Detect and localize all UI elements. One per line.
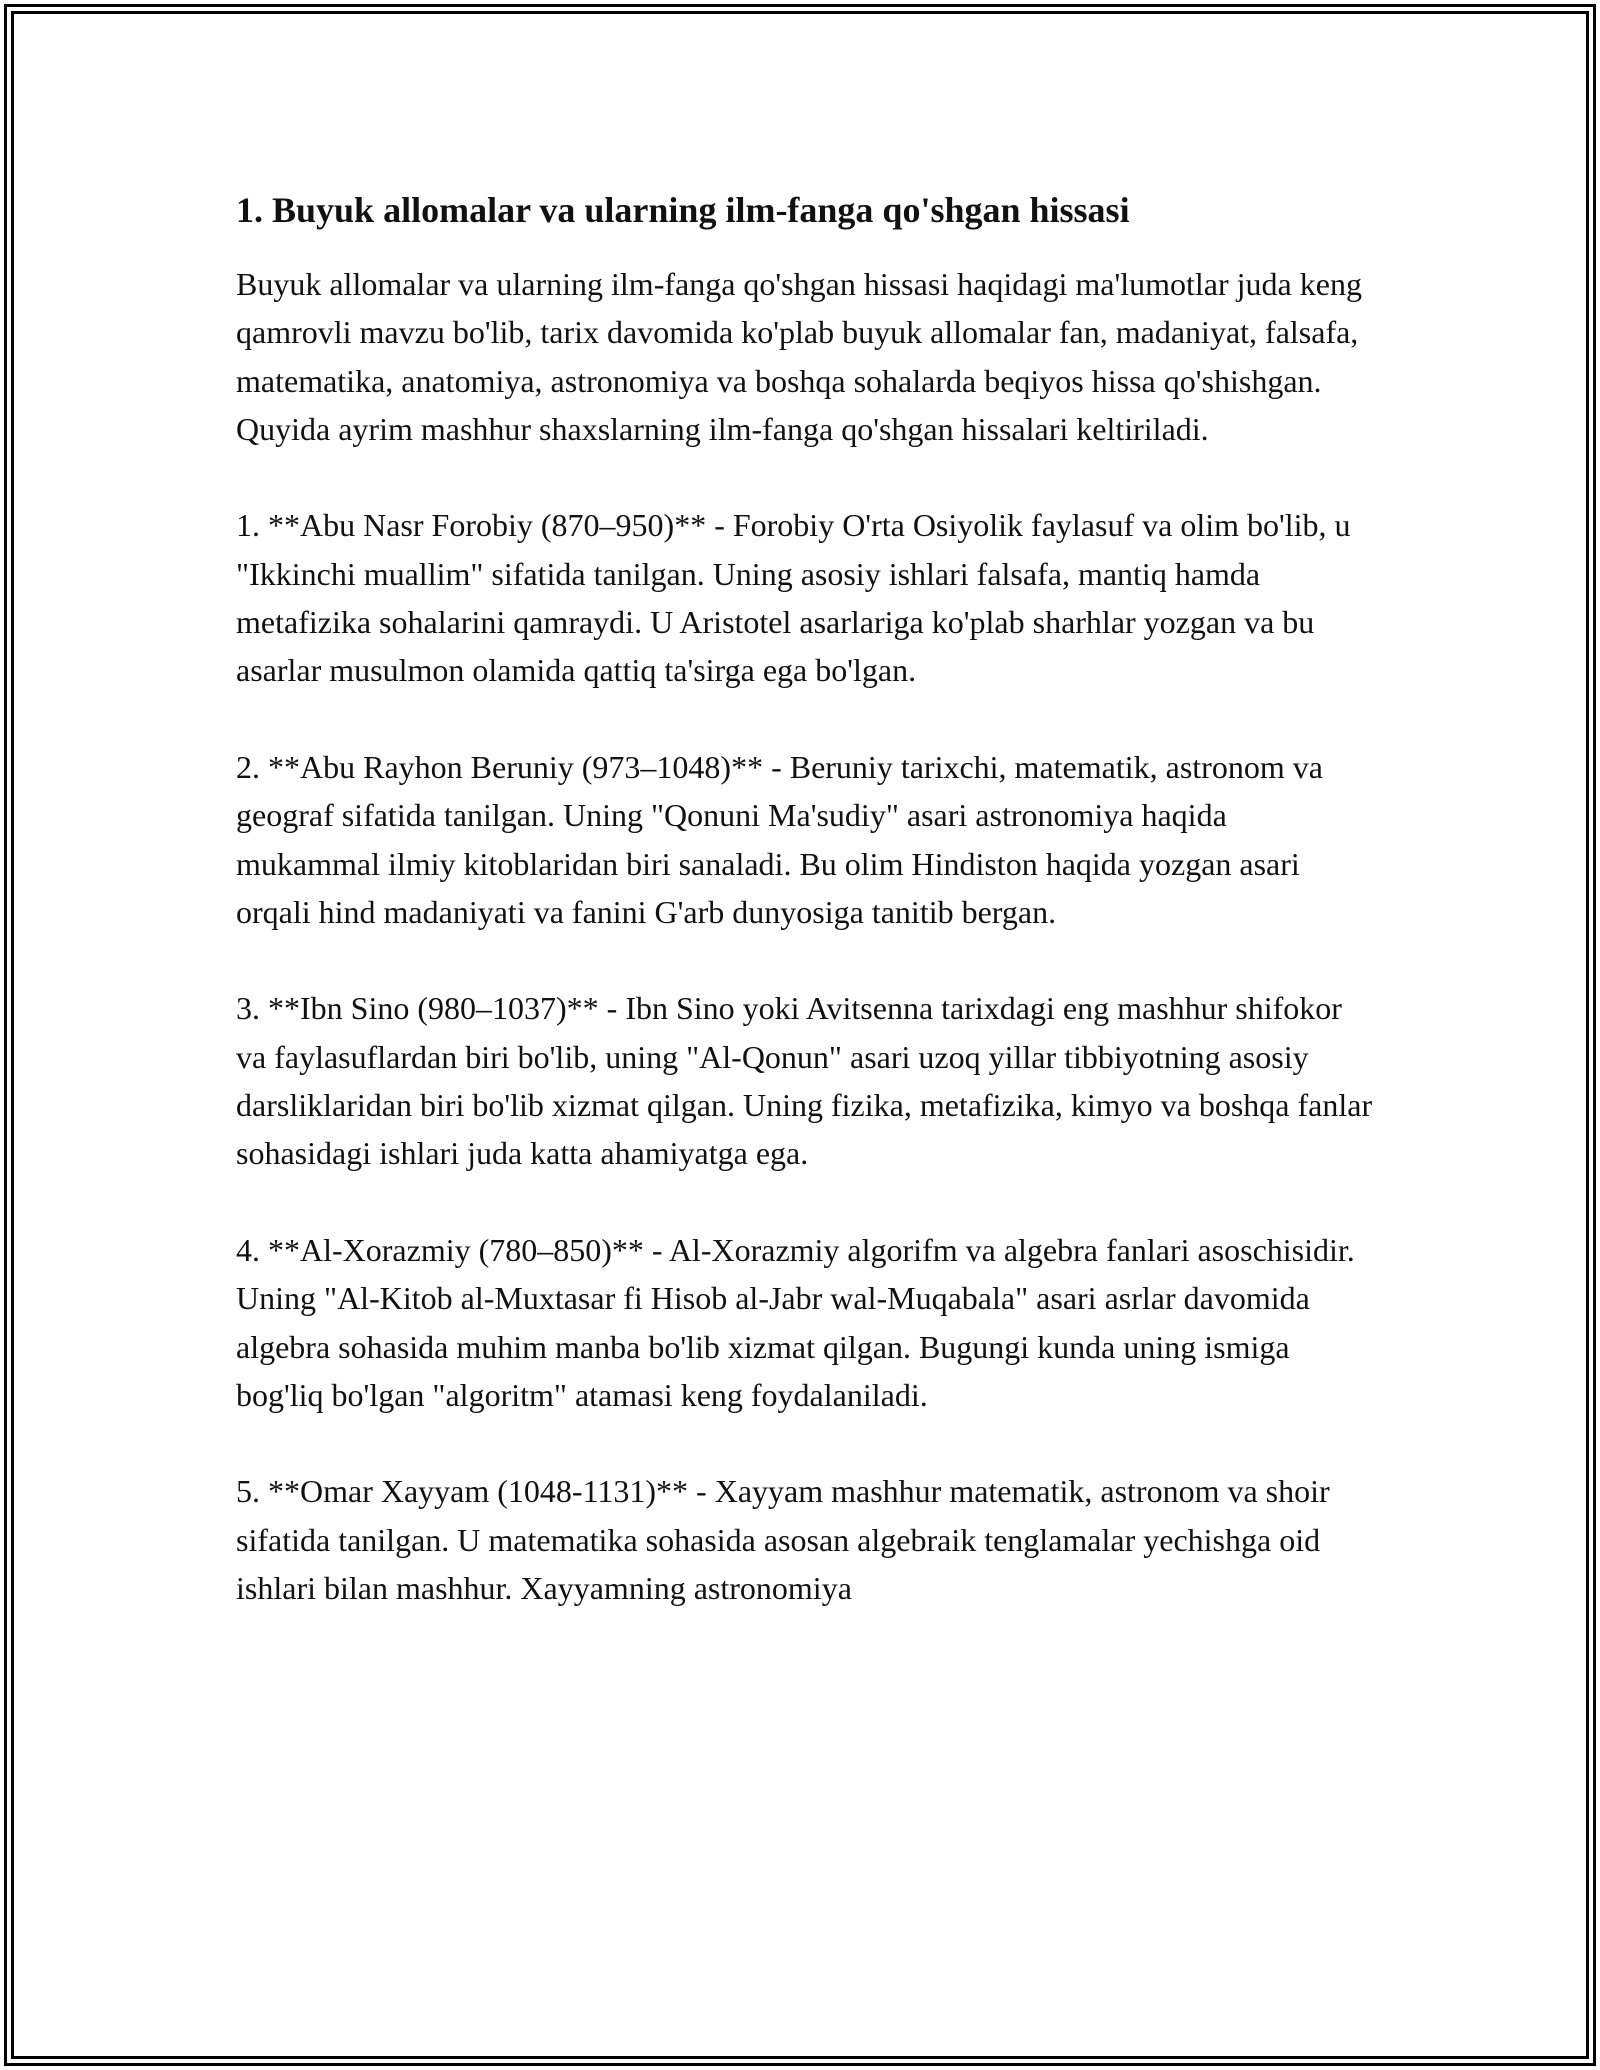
- scholar-paragraph-forobiy: 1. **Abu Nasr Forobiy (870–950)** - Forobiy O'rta Osiyolik faylasuf va olim bo'lib, u "Ikkinchi muallim" sifatida tanilgan. Uning asosiy ishlari falsafa, mantiq hamda metafizika sohalarini qamraydi. U Aristotel asarlariga ko'plab sharhlar yozgan va bu asarlar musulmon olamida qattiq ta'sirga ega bo'lgan.: [236, 507, 1351, 689]
- scholar-paragraph-omar-xayyam: 5. **Omar Xayyam (1048-1131)** - Xayyam mashhur matematik, astronom va shoir sifatida tanilgan. U matematika sohasida asosan algebraik tenglamalar yechishga oid ishlari bilan mashhur. Xayyamning astronomiya: [236, 1473, 1330, 1607]
- document-body: [236, 186, 1376, 1661]
- scholar-paragraph-al-xorazmiy: 4. **Al-Xorazmiy (780–850)** - Al-Xorazmiy algorifm va algebra fanlari asoschisidir. Uning "Al-Kitob al-Muxtasar fi Hisob al-Jabr wal-Muqabala" asari asrlar davomida algebra sohasida muhim manba bo'lib xizmat qilgan. Bugungi kunda uning ismiga bog'liq bo'lgan "algoritm" atamasi keng foydalaniladi.: [236, 1231, 1355, 1413]
- scholar-paragraph-beruniy: 2. **Abu Rayhon Beruniy (973–1048)** - Beruniy tarixchi, matematik, astronom va geograf sifatida tanilgan. Uning "Qonuni Ma'sudiy" asari astronomiya haqida mukammal ilmiy kitoblaridan biri sanaladi. Bu olim Hindiston haqida yozgan asari orqali hind madaniyati va fanini G'arb dunyosiga tanitib bergan.: [236, 748, 1323, 930]
- scholar-paragraph-ibn-sino: 3. **Ibn Sino (980–1037)** - Ibn Sino yoki Avitsenna tarixdagi eng mashhur shifokor va faylasuflardan biri bo'lib, uning "Al-Qonun" asari uzoq yillar tibbiyotning asosiy darsliklaridan biri bo'lib xizmat qilgan. Uning fizika, metafizika, kimyo va boshqa fanlar sohasidagi ishlari juda katta ahamiyatga ega.: [236, 990, 1373, 1172]
- section-heading: 1. Buyuk allomalar va ularning ilm-fanga qo'shgan hissasi: [236, 190, 1130, 230]
- intro-paragraph: Buyuk allomalar va ularning ilm-fanga qo'shgan hissasi haqidagi ma'lumotlar juda keng qamrovli mavzu bo'lib, tarix davomida ko'plab buyuk allomalar fan, madaniyat, falsafa, matematika, anatomiya, astronomiya va boshqa sohalarda beqiyos hissa qo'shishgan. Quyida ayrim mashhur shaxslarning ilm-fanga qo'shgan hissalari keltiriladi.: [236, 266, 1362, 447]
